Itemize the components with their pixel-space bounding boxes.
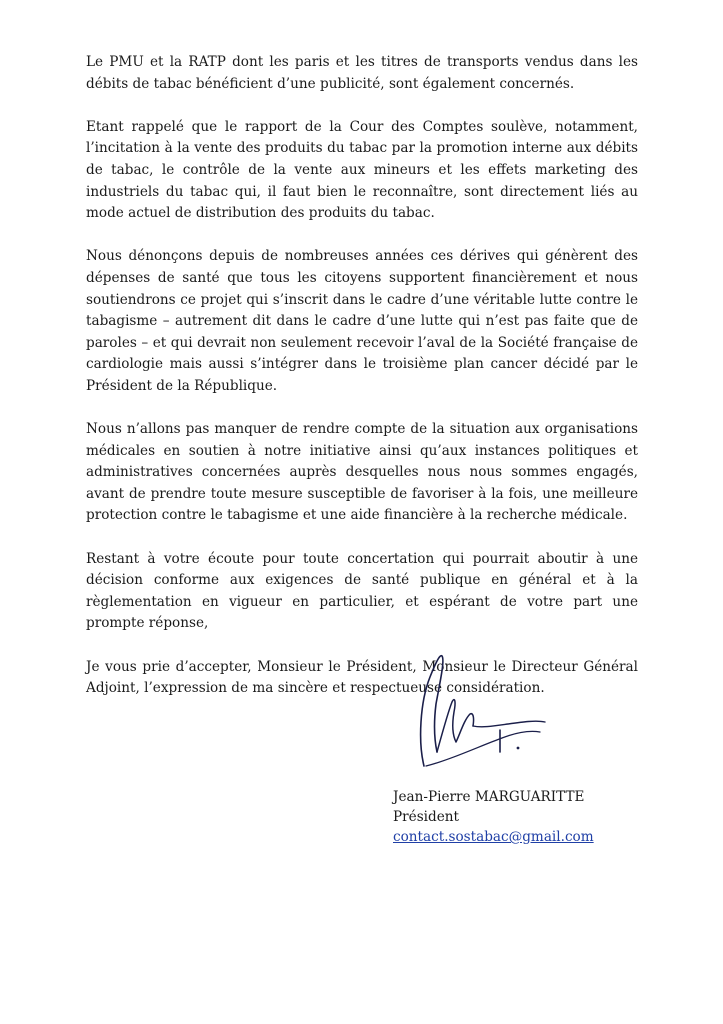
paragraph-ecoute: Restant à votre écoute pour toute concertation qui pourrait aboutir à une décision conforme aux exigences de santé publique en général et à la règlementation en vigueur en particulier, et espérant de votre part une prompte réponse, [86, 550, 638, 632]
signer-name: Jean-Pierre MARGUARITTE [393, 789, 585, 805]
letter-body [86, 52, 638, 721]
email-link[interactable]: contact.sostabac@gmail.com [393, 829, 594, 845]
handwritten-signature [390, 642, 560, 774]
paragraph-cour-des-comptes: Etant rappelé que le rapport de la Cour des Comptes soulève, notamment, l’incitation à la vente des produits du tabac par la promotion interne aux débits de tabac, le contrôle de la vente aux mineurs et les effets marketing des industriels du tabac qui, il faut bien le reconnaître, sont directement liés au mode actuel de distribution des produits du tabac. [86, 118, 638, 222]
signer-block [393, 787, 594, 847]
paragraph-denonciation: Nous dénonçons depuis de nombreuses années ces dérives qui génèrent des dépenses de santé que tous les citoyens supportent financièrement et nous soutiendrons ce projet qui s’inscrit dans le cadre d’une véritable lutte contre le tabagisme – autrement dit dans le cadre d’une lutte qui n’est pas faite que de paroles – et qui devrait non seulement recevoir l’aval de la Société française de cardiologie mais aussi s’intégrer dans le troisième plan cancer décidé par le Président de la République. [86, 248, 638, 394]
paragraph-compte-rendu: Nous n’allons pas manquer de rendre compte de la situation aux organisations médicales en soutien à notre initiative ainsi qu’aux instances politiques et administratives concernées auprès desquelles nous nous sommes engagés, avant de prendre toute mesure susceptible de favoriser à la fois, une meilleure protection contre le tabagisme et une aide financière à la recherche médicale. [86, 421, 638, 524]
paragraph-pmu-ratp: Le PMU et la RATP dont les paris et les titres de transports vendus dans les débits de tabac bénéficient d’une publicité, sont également concernés. [86, 54, 638, 92]
signer-title: Président [393, 809, 459, 825]
paragraph-formule-politesse: Je vous prie d’accepter, Monsieur le Président, Monsieur le Directeur Général Adjoint, l’expression de ma sincère et respectueuse considération. [86, 658, 638, 697]
